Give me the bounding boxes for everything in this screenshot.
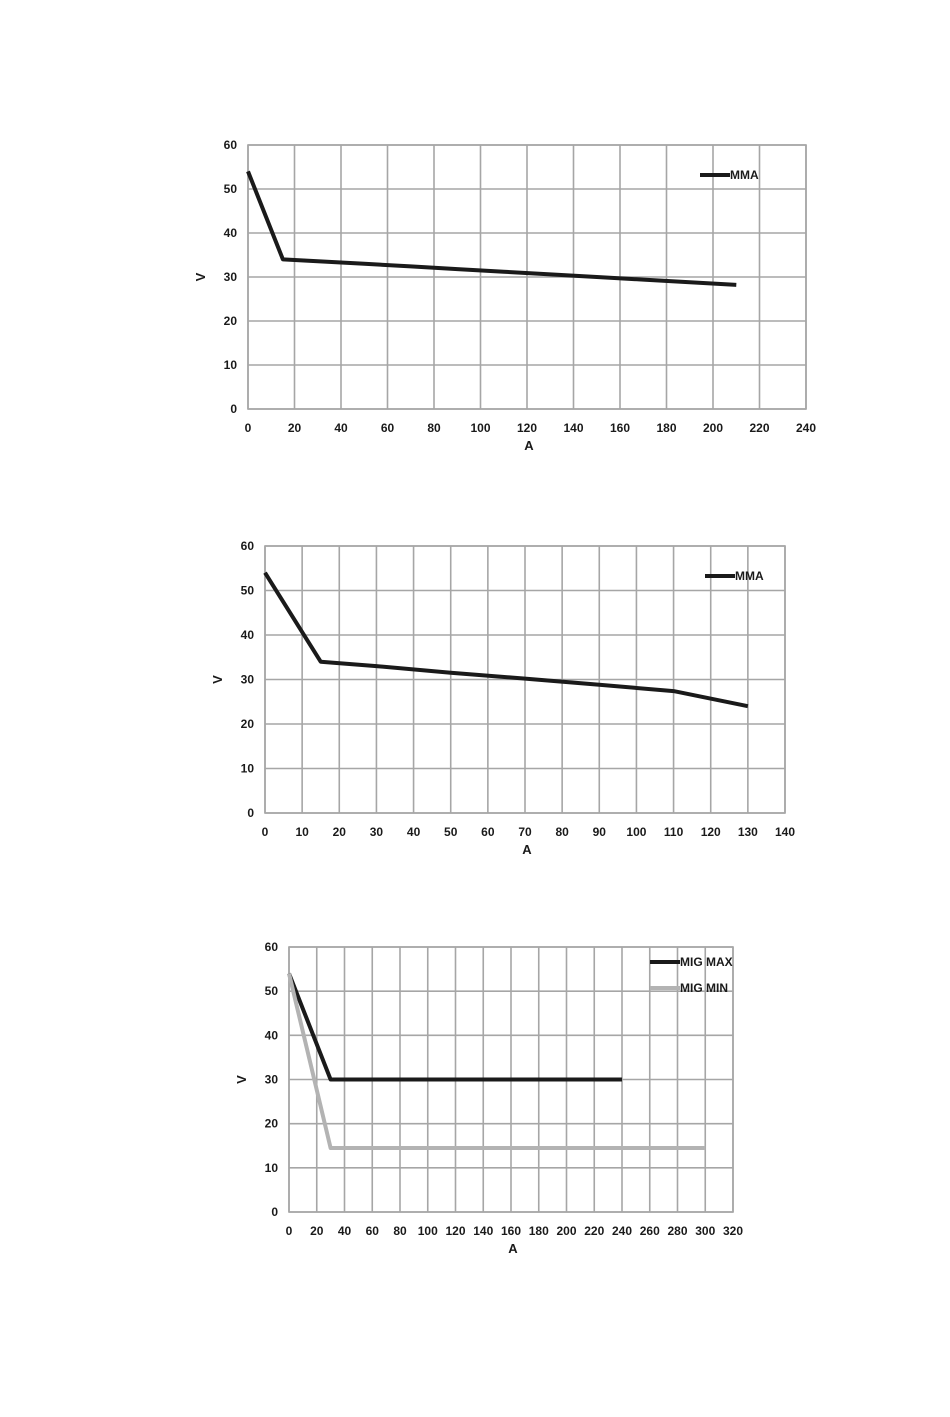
chart-1-x-tick-label: 140: [563, 421, 584, 435]
chart-3-y-tick-label: 0: [271, 1205, 278, 1219]
chart-2-x-tick-label: 120: [700, 825, 721, 839]
chart-2-x-tick-label: 140: [774, 825, 796, 839]
chart-2-x-tick-label: 0: [261, 825, 269, 839]
chart-2-legend-label: MMA: [735, 569, 764, 583]
chart-2-y-axis-title: V: [210, 675, 225, 684]
chart-1-x-tick-label: 80: [427, 421, 441, 435]
chart-1-y-tick-label: 20: [223, 314, 237, 328]
chart-3-y-axis-title: V: [234, 1075, 249, 1084]
chart-2-x-tick-label: 130: [737, 825, 758, 839]
chart-3-y-tick-label: 40: [264, 1028, 278, 1043]
chart-2-mma-140a: [0, 525, 950, 885]
chart-2-x-tick-label: 10: [295, 825, 309, 839]
chart-2-y-tick-label: 30: [240, 672, 254, 687]
chart-1-x-axis-title: A: [524, 438, 534, 453]
chart-3-x-tick-label: 200: [556, 1224, 577, 1238]
chart-2-x-tick-label: 90: [592, 825, 606, 839]
chart-1-x-tick-label: 0: [244, 421, 252, 435]
chart-1-x-tick-label: 20: [287, 421, 302, 435]
chart-3-x-tick-label: 0: [285, 1224, 293, 1238]
chart-1-x-tick-label: 180: [656, 421, 677, 435]
chart-1-x-tick-label: 160: [609, 421, 631, 435]
chart-3-legend-label: MIG MAX: [680, 955, 733, 969]
chart-1-legend-label: MMA: [730, 168, 759, 182]
chart-1-y-tick-label: 10: [223, 358, 237, 372]
chart-3-x-tick-label: 320: [722, 1224, 744, 1238]
chart-1-y-tick-label: 0: [230, 402, 237, 416]
chart-1-y-tick-label: 50: [223, 182, 237, 196]
chart-3-y-tick-label: 60: [264, 940, 278, 954]
chart-3-legend-label: MIG MIN: [680, 981, 728, 995]
chart-2-x-tick-label: 30: [369, 825, 384, 839]
chart-2-series-mma: [265, 573, 748, 707]
chart-3-y-tick-label: 10: [264, 1160, 278, 1175]
chart-2-x-axis-title: A: [522, 842, 532, 857]
chart-2-y-tick-label: 40: [240, 628, 254, 642]
chart-2-x-tick-label: 70: [518, 825, 532, 839]
chart-3-x-tick-label: 140: [473, 1224, 494, 1238]
chart-3-x-tick-label: 40: [337, 1224, 352, 1238]
chart-3-series-mig-min: [289, 974, 705, 1149]
chart-3-x-tick-label: 220: [584, 1224, 605, 1238]
chart-2-y-tick-label: 0: [247, 806, 254, 820]
chart-3-x-tick-label: 60: [365, 1224, 379, 1238]
chart-1-x-tick-label: 120: [516, 421, 538, 435]
chart-2-x-tick-label: 100: [626, 825, 647, 839]
chart-3-x-tick-label: 300: [695, 1224, 716, 1238]
chart-2-x-tick-label: 40: [406, 825, 421, 839]
chart-1-x-tick-label: 220: [749, 421, 770, 435]
chart-1-y-tick-label: 60: [223, 138, 237, 152]
chart-2-y-tick-label: 20: [240, 717, 254, 731]
chart-2-y-tick-label: 60: [240, 539, 254, 553]
chart-2-x-tick-label: 60: [481, 825, 495, 839]
chart-3-x-axis-title: A: [508, 1241, 518, 1256]
chart-3-x-tick-label: 240: [611, 1224, 633, 1238]
chart-2-x-tick-label: 110: [663, 825, 684, 839]
chart-3-y-tick-label: 20: [264, 1116, 278, 1131]
chart-1-x-tick-label: 240: [795, 421, 817, 435]
chart-3-x-tick-label: 120: [445, 1224, 466, 1238]
chart-1-x-tick-label: 60: [380, 421, 395, 435]
chart-1-mma-240a: [0, 120, 950, 480]
chart-1-x-tick-label: 40: [334, 421, 348, 435]
chart-3-x-tick-label: 160: [500, 1224, 522, 1238]
chart-1-grid: [248, 145, 806, 409]
chart-2-y-tick-label: 10: [240, 761, 254, 776]
chart-1-y-tick-label: 30: [223, 270, 237, 284]
chart-1-x-tick-label: 200: [702, 421, 724, 435]
chart-2-y-tick-label: 50: [240, 583, 254, 598]
chart-3-x-tick-label: 180: [528, 1224, 549, 1238]
chart-1-y-axis-title: V: [193, 272, 208, 282]
chart-3-mig-320a: [0, 925, 950, 1285]
chart-3-x-tick-label: 280: [667, 1224, 688, 1238]
chart-3-y-tick-label: 30: [264, 1072, 278, 1087]
chart-2-x-tick-label: 80: [555, 825, 569, 839]
chart-2-x-tick-label: 50: [444, 825, 458, 839]
chart-3-y-tick-label: 50: [264, 984, 278, 999]
chart-3-x-tick-label: 100: [417, 1224, 438, 1238]
chart-2-x-tick-label: 20: [332, 825, 346, 839]
chart-1-x-tick-label: 100: [470, 421, 491, 435]
chart-3-x-tick-label: 80: [393, 1224, 407, 1238]
chart-3-x-tick-label: 260: [639, 1224, 660, 1238]
chart-3-x-tick-label: 20: [310, 1224, 324, 1238]
chart-1-y-tick-label: 40: [223, 226, 237, 240]
